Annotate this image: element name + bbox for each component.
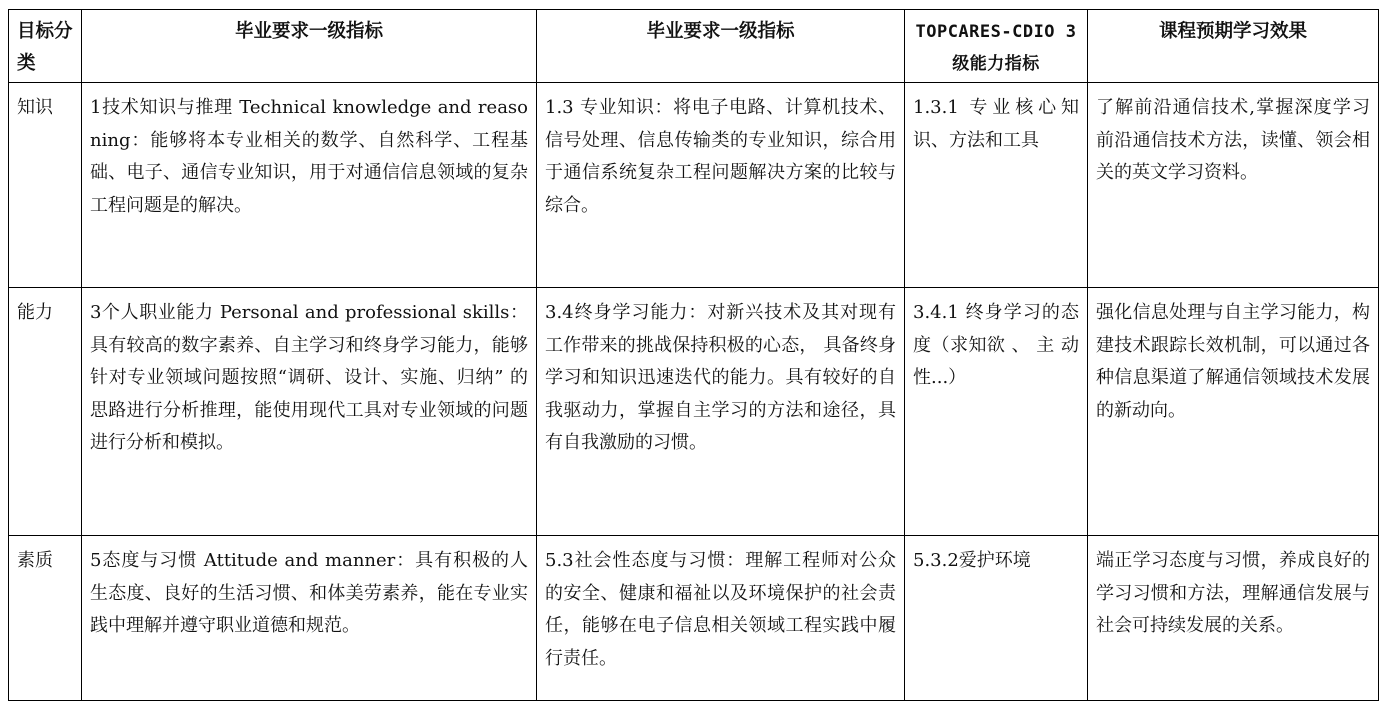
- table-row: [9, 83, 1379, 288]
- header-level3: TOPCARES-CDIO 3级能力指标: [905, 10, 1088, 83]
- document-page: [8, 9, 1378, 701]
- row-outcome: 强化信息处理与自主学习能力，构建技术跟踪长效机制，可以通过各种信息渠道了解通信领域技术发展的新动向。: [1088, 288, 1379, 536]
- row-level1: 3个人职业能力 Personal and professional skills：具有较高的数字素养、自主学习和终身学习能力，能够针对专业领域问题按照“调研、设计、实施、归纳” 的思路进行分析推理，能使用现代工具对专业领域的问题进行分析和模拟。: [82, 288, 537, 536]
- header-level1: 毕业要求一级指标: [82, 10, 537, 83]
- row-category: 能力: [9, 288, 82, 536]
- row-category: 素质: [9, 536, 82, 701]
- table-row: [9, 536, 1379, 701]
- row-outcome: 了解前沿通信技术,掌握深度学习前沿通信技术方法，读懂、领会相关的英文学习资料。: [1088, 83, 1379, 288]
- row-level3: 3.4.1 终身学习的态度（求知欲 、 主 动性...）: [905, 288, 1088, 536]
- row-level1: 1技术知识与推理 Technical knowledge and reasoning：能够将本专业相关的数学、自然科学、工程基础、电子、通信专业知识，用于对通信信息领域的复杂工程问题是的解决。: [82, 83, 537, 288]
- row-level3: 5.3.2爱护环境: [905, 536, 1088, 701]
- table-row: [9, 288, 1379, 536]
- header-level2: 毕业要求一级指标: [537, 10, 905, 83]
- row-level2: 1.3 专业知识：将电子电路、计算机技术、信号处理、信息传输类的专业知识，综合用于通信系统复杂工程问题解决方案的比较与综合。: [537, 83, 905, 288]
- row-outcome: 端正学习态度与习惯，养成良好的学习习惯和方法，理解通信发展与社会可持续发展的关系。: [1088, 536, 1379, 701]
- row-level2: 3.4终身学习能力：对新兴技术及其对现有工作带来的挑战保持积极的心态， 具备终身学习和知识迅速迭代的能力。具有较好的自我驱动力，掌握自主学习的方法和途径，具有自我激励的习惯。: [537, 288, 905, 536]
- row-category: 知识: [9, 83, 82, 288]
- row-level2: 5.3社会性态度与习惯：理解工程师对公众的安全、健康和福祉以及环境保护的社会责任，能够在电子信息相关领域工程实践中履行责任。: [537, 536, 905, 701]
- row-level1: 5态度与习惯 Attitude and manner：具有积极的人生态度、良好的生活习惯、和体美劳素养，能在专业实践中理解并遵守职业道德和规范。: [82, 536, 537, 701]
- header-category: 目标分类: [9, 10, 82, 83]
- outcomes-table: [8, 9, 1379, 701]
- header-row: [9, 10, 1379, 83]
- header-outcome: 课程预期学习效果: [1088, 10, 1379, 83]
- row-level3: 1.3.1 专业核心知识、方法和工具: [905, 83, 1088, 288]
